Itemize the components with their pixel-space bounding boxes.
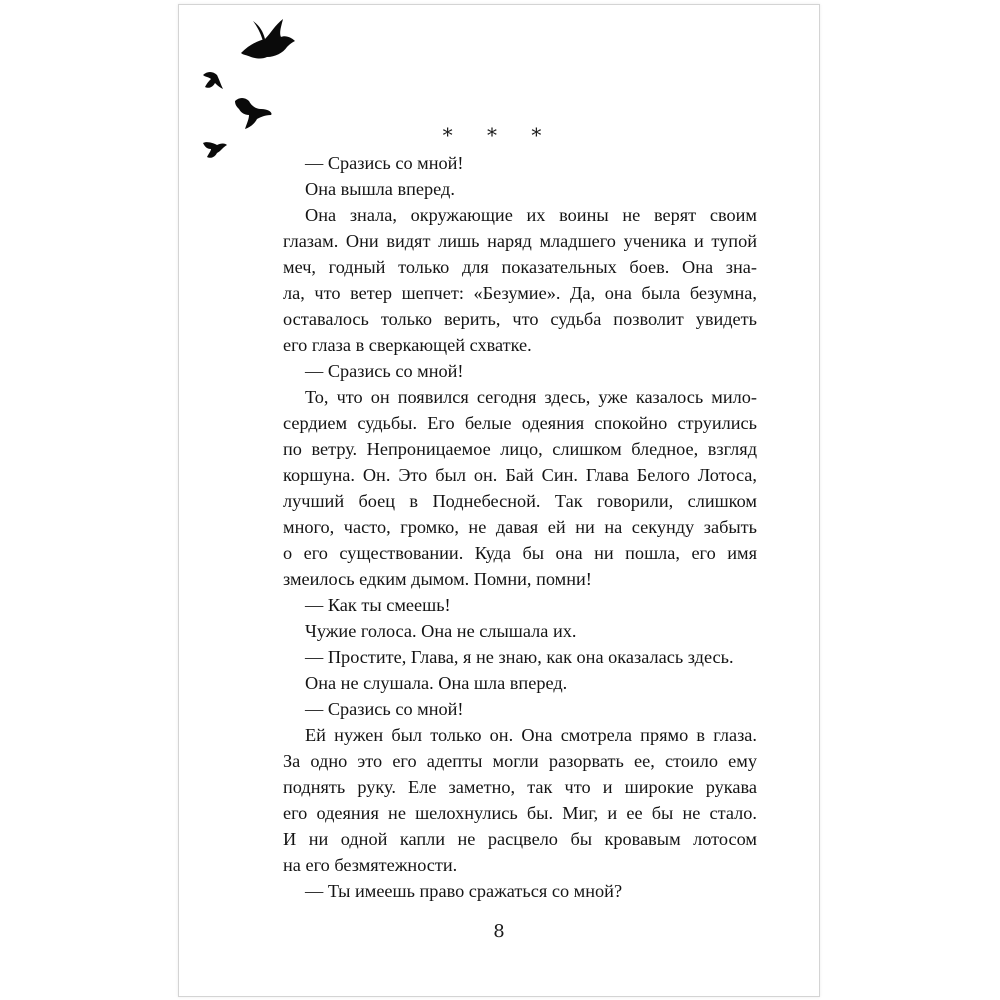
text-line: Она знала, окружающие их воины не верят своим <box>305 205 757 225</box>
text-line: лучший боец в Поднебесной. Так говорили, слишком <box>283 491 757 511</box>
text-line: много, часто, громко, не давая ей ни на секунду забыть <box>283 517 757 537</box>
text-line: ла, что ветер шепчет: «Безумие». Да, она была безумна, <box>283 283 757 303</box>
text-line: Она вышла вперед. <box>305 179 455 199</box>
body-text <box>283 150 757 904</box>
text-line: — Простите, Глава, я не знаю, как она оказалась здесь. <box>305 647 734 667</box>
text-line: Чужие голоса. Она не слышала их. <box>305 621 577 641</box>
text-line: по ветру. Непроницаемое лицо, слишком бледное, взгляд <box>283 439 757 459</box>
text-line: змеилось едким дымом. Помни, помни! <box>283 569 592 589</box>
text-line: его одеяния не шелохнулись бы. Миг, и ее бы не стало. <box>283 803 757 823</box>
crow-icon <box>241 19 295 59</box>
text-line: Ей нужен был только он. Она смотрела прямо в глаза. <box>305 725 757 745</box>
text-line: о его существовании. Куда бы она ни пошла, его имя <box>283 543 757 563</box>
text-line: меч, годный только для показательных боев. Она зна- <box>283 257 757 277</box>
text-line: поднять руку. Еле заметно, так что и широкие рукава <box>283 777 757 797</box>
text-line: его глаза в сверкающей схватке. <box>283 335 532 355</box>
book-page <box>178 4 820 997</box>
text-line: оставалось только верить, что судьба позволит увидеть <box>283 309 757 329</box>
text-line: — Сразись со мной! <box>305 361 464 381</box>
text-line: на его безмятежности. <box>283 855 458 875</box>
text-line: глазам. Они видят лишь наряд младшего ученика и тупой <box>283 231 757 251</box>
text-line: коршуна. Он. Это был он. Бай Син. Глава Белого Лотоса, <box>283 465 757 485</box>
text-line: — Сразись со мной! <box>305 699 464 719</box>
section-separator: * * * <box>442 123 556 147</box>
text-line: Она не слушала. Она шла вперед. <box>305 673 568 693</box>
text-line: За одно это его адепты могли разорвать ее, стоило ему <box>283 751 757 771</box>
crow-icon <box>203 72 223 89</box>
text-line: То, что он появился сегодня здесь, уже казалось мило- <box>305 387 757 407</box>
text-line: — Как ты смеешь! <box>305 595 451 615</box>
text-line: сердием судьбы. Его белые одеяния спокойно струились <box>283 413 757 433</box>
text-line: — Сразись со мной! <box>305 153 464 173</box>
text-line: — Ты имеешь право сражаться со мной? <box>305 881 623 901</box>
page-number: 8 <box>493 921 505 942</box>
text-line: И ни одной капли не расцвело бы кровавым лотосом <box>283 829 757 849</box>
